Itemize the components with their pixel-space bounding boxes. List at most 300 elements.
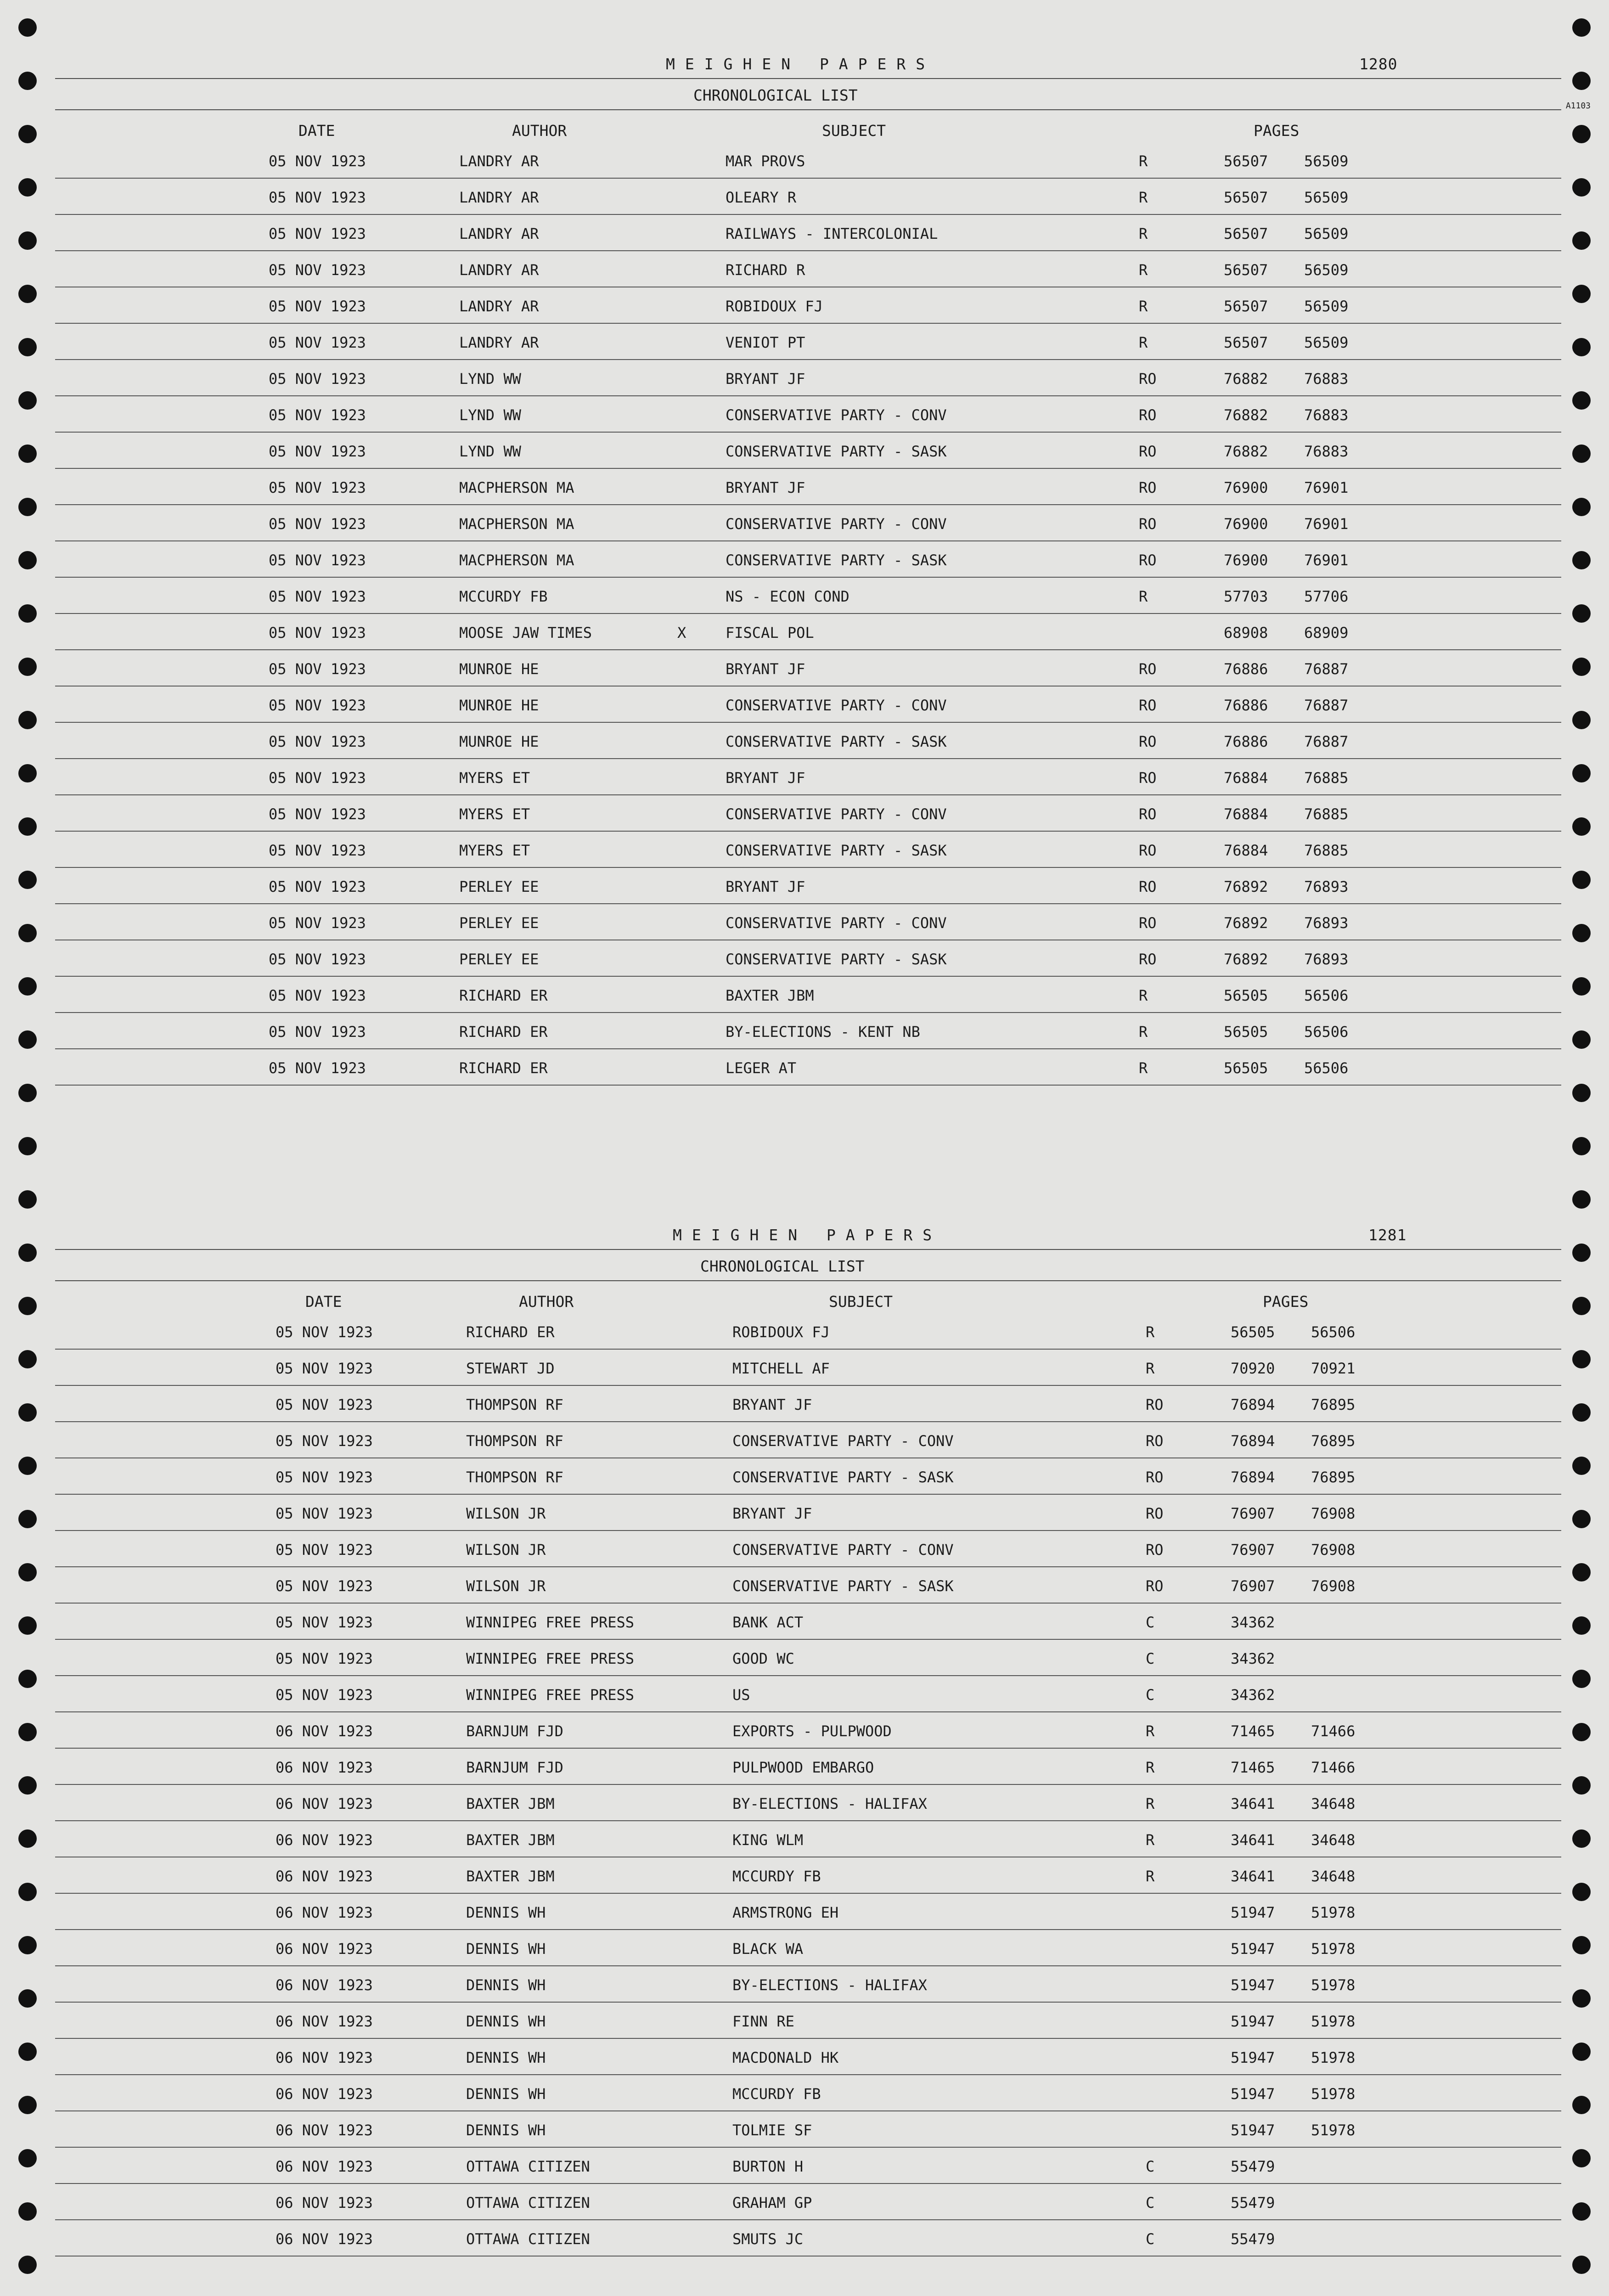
cell-p1: 55479 <box>1231 2194 1275 2212</box>
cell-p2: 56509 <box>1304 152 1349 170</box>
feed-hole <box>1572 2149 1591 2167</box>
feed-hole <box>1572 977 1591 996</box>
cell-p1: 70920 <box>1231 1360 1275 1377</box>
cell-p1: 56507 <box>1224 298 1268 315</box>
feed-hole <box>18 1350 37 1368</box>
cell-author: LANDRY AR <box>459 225 539 242</box>
table-row <box>55 2111 1561 2148</box>
table-row <box>55 1350 1561 1386</box>
cell-p1: 76886 <box>1224 697 1268 714</box>
feed-hole <box>18 658 37 676</box>
cell-date: 05 NOV 1923 <box>269 878 366 895</box>
feed-hole <box>18 977 37 996</box>
feed-hole <box>18 551 37 569</box>
cell-author: BAXTER JBM <box>466 1795 555 1812</box>
feed-hole <box>18 1936 37 1954</box>
cell-date: 05 NOV 1923 <box>269 152 366 170</box>
cell-subject: CONSERVATIVE PARTY - CONV <box>726 805 947 823</box>
feed-hole <box>1572 2202 1591 2221</box>
cell-p2: 51978 <box>1311 2049 1356 2066</box>
table-row <box>55 1567 1561 1604</box>
table-row <box>55 1640 1561 1676</box>
table-row <box>55 1676 1561 1712</box>
cell-code: RO <box>1139 769 1157 787</box>
cell-date: 05 NOV 1923 <box>269 842 366 859</box>
feed-hole <box>1572 1776 1591 1795</box>
feed-hole <box>1572 285 1591 303</box>
cell-author: LANDRY AR <box>459 298 539 315</box>
cell-subject: BRYANT JF <box>732 1396 812 1413</box>
table-row <box>55 2039 1561 2075</box>
feed-hole <box>18 1829 37 1848</box>
cell-code: R <box>1139 1059 1148 1077</box>
cell-subject: TOLMIE SF <box>732 2122 812 2139</box>
feed-hole <box>18 72 37 90</box>
cell-p1: 76894 <box>1231 1396 1275 1413</box>
feed-hole <box>1572 498 1591 516</box>
cell-author: RICHARD ER <box>466 1323 555 1341</box>
table-row <box>55 687 1561 723</box>
cell-subject: CONSERVATIVE PARTY - SASK <box>726 733 947 750</box>
feed-hole <box>1572 1670 1591 1688</box>
cell-subject: CONSERVATIVE PARTY - SASK <box>726 443 947 460</box>
table-row <box>55 287 1561 324</box>
cell-date: 05 NOV 1923 <box>276 1541 373 1559</box>
cell-p1: 76907 <box>1231 1577 1275 1595</box>
cell-code: R <box>1146 1722 1155 1740</box>
cell-date: 06 NOV 1923 <box>276 2085 373 2103</box>
cell-author: LANDRY AR <box>459 189 539 206</box>
cell-date: 06 NOV 1923 <box>276 1976 373 1994</box>
feed-hole <box>1572 924 1591 942</box>
table-row <box>55 1857 1561 1894</box>
table-row <box>55 360 1561 396</box>
page-number: 1280 <box>1359 55 1398 73</box>
col-pages: PAGES <box>1263 1293 1309 1311</box>
cell-code: RO <box>1139 370 1157 388</box>
cell-author: DENNIS WH <box>466 1940 546 1958</box>
cell-p1: 76900 <box>1224 551 1268 569</box>
cell-code: RO <box>1146 1469 1164 1486</box>
cell-date: 05 NOV 1923 <box>269 987 366 1004</box>
cell-p1: 34362 <box>1231 1614 1275 1631</box>
feed-hole <box>1572 1030 1591 1049</box>
table-row <box>55 1930 1561 1966</box>
feed-hole <box>18 1244 37 1262</box>
col-author: AUTHOR <box>512 122 567 140</box>
cell-subject: GOOD WC <box>732 1650 794 1667</box>
cell-p1: 71465 <box>1231 1759 1275 1776</box>
cell-date: 05 NOV 1923 <box>269 914 366 932</box>
feed-hole <box>1572 2043 1591 2061</box>
cell-author: BARNJUM FJD <box>466 1759 563 1776</box>
divider <box>55 78 1561 79</box>
cell-code: RO <box>1146 1432 1164 1450</box>
cell-date: 05 NOV 1923 <box>269 298 366 315</box>
cell-code: R <box>1139 189 1148 206</box>
page-title: MEIGHEN PAPERS <box>666 55 935 73</box>
cell-date: 05 NOV 1923 <box>269 406 366 424</box>
cell-author: OTTAWA CITIZEN <box>466 2230 590 2248</box>
table-row <box>55 1422 1561 1458</box>
feed-hole <box>18 1883 37 1901</box>
cell-p1: 56507 <box>1224 334 1268 351</box>
page-title: MEIGHEN PAPERS <box>673 1226 942 1244</box>
cell-code: R <box>1146 1360 1155 1377</box>
cell-p1: 34362 <box>1231 1650 1275 1667</box>
cell-author: MUNROE HE <box>459 733 539 750</box>
table-row <box>55 1386 1561 1422</box>
cell-author: MCCURDY FB <box>459 588 548 605</box>
cell-code: R <box>1139 987 1148 1004</box>
cell-subject: ROBIDOUX FJ <box>732 1323 830 1341</box>
table-row <box>55 1821 1561 1857</box>
cell-author: BAXTER JBM <box>466 1831 555 1849</box>
feed-hole <box>18 338 37 356</box>
cell-code: C <box>1146 2158 1155 2175</box>
cell-p2: 56506 <box>1311 1323 1356 1341</box>
cell-p1: 34641 <box>1231 1831 1275 1849</box>
feed-hole <box>18 231 37 250</box>
cell-p1: 56505 <box>1224 987 1268 1004</box>
cell-author: WINNIPEG FREE PRESS <box>466 1614 635 1631</box>
cell-subject: BURTON H <box>732 2158 804 2175</box>
cell-p2: 56506 <box>1304 1023 1349 1041</box>
table-row <box>55 396 1561 433</box>
cell-author: WINNIPEG FREE PRESS <box>466 1650 635 1667</box>
feed-hole <box>18 285 37 303</box>
feed-hole <box>1572 1084 1591 1102</box>
table-row <box>55 541 1561 578</box>
table-row <box>55 940 1561 977</box>
cell-p1: 56505 <box>1224 1023 1268 1041</box>
feed-hole <box>18 1457 37 1475</box>
feed-hole <box>18 1137 37 1155</box>
cell-subject: RAILWAYS - INTERCOLONIAL <box>726 225 938 242</box>
table-row <box>55 505 1561 541</box>
table-row <box>55 578 1561 614</box>
cell-subject: US <box>732 1686 750 1704</box>
divider <box>55 1280 1561 1281</box>
cell-date: 06 NOV 1923 <box>276 2158 373 2175</box>
column-headers <box>55 1293 1561 1311</box>
cell-code: RO <box>1139 733 1157 750</box>
cell-subject: BAXTER JBM <box>726 987 814 1004</box>
cell-subject: CONSERVATIVE PARTY - CONV <box>732 1432 954 1450</box>
feed-hole <box>1572 871 1591 889</box>
cell-p1: 56507 <box>1224 189 1268 206</box>
cell-date: 06 NOV 1923 <box>276 2049 373 2066</box>
cell-code: C <box>1146 1686 1155 1704</box>
cell-subject: LEGER AT <box>726 1059 797 1077</box>
cell-date: 05 NOV 1923 <box>269 805 366 823</box>
cell-p1: 76894 <box>1231 1432 1275 1450</box>
cell-p2: 76893 <box>1304 951 1349 968</box>
feed-hole <box>1572 1936 1591 1954</box>
cell-p1: 68908 <box>1224 624 1268 642</box>
cell-author: OTTAWA CITIZEN <box>466 2158 590 2175</box>
feed-hole <box>18 2096 37 2114</box>
cell-p1: 51947 <box>1231 1976 1275 1994</box>
cell-p1: 76886 <box>1224 660 1268 678</box>
feed-hole <box>18 924 37 942</box>
feed-hole <box>1572 338 1591 356</box>
table-row <box>55 324 1561 360</box>
cell-subject: BLACK WA <box>732 1940 804 1958</box>
feed-hole <box>1572 764 1591 782</box>
cell-date: 05 NOV 1923 <box>269 624 366 642</box>
divider <box>55 1249 1561 1250</box>
cell-code: RO <box>1146 1396 1164 1413</box>
cell-author: LANDRY AR <box>459 334 539 351</box>
cell-date: 05 NOV 1923 <box>269 588 366 605</box>
cell-p1: 56507 <box>1224 261 1268 279</box>
cell-date: 05 NOV 1923 <box>269 225 366 242</box>
feed-hole <box>1572 604 1591 623</box>
cell-subject: CONSERVATIVE PARTY - SASK <box>732 1469 954 1486</box>
cell-p1: 56505 <box>1224 1059 1268 1077</box>
feed-hole <box>1572 18 1591 37</box>
cell-p1: 76894 <box>1231 1469 1275 1486</box>
cell-p2: 76895 <box>1311 1432 1356 1450</box>
cell-date: 06 NOV 1923 <box>276 1831 373 1849</box>
cell-p2: 56509 <box>1304 225 1349 242</box>
table-rows <box>55 142 1561 1086</box>
cell-subject: MITCHELL AF <box>732 1360 830 1377</box>
cell-subject: BRYANT JF <box>726 878 805 895</box>
cell-date: 05 NOV 1923 <box>276 1505 373 1522</box>
feed-hole <box>1572 1829 1591 1848</box>
cell-p2: 56509 <box>1304 189 1349 206</box>
cell-code: R <box>1146 1759 1155 1776</box>
cell-date: 05 NOV 1923 <box>269 733 366 750</box>
cell-p1: 51947 <box>1231 1904 1275 1921</box>
feed-hole <box>18 18 37 37</box>
cell-p2: 76895 <box>1311 1396 1356 1413</box>
cell-code: R <box>1146 1868 1155 1885</box>
cell-author: RICHARD ER <box>459 987 548 1004</box>
table-row <box>55 1458 1561 1495</box>
cell-p2: 68909 <box>1304 624 1349 642</box>
cell-author: DENNIS WH <box>466 2085 546 2103</box>
cell-code: R <box>1139 588 1148 605</box>
cell-p2: 57706 <box>1304 588 1349 605</box>
page-number: 1281 <box>1368 1226 1407 1244</box>
table-row <box>55 1712 1561 1749</box>
cell-subject: EXPORTS - PULPWOOD <box>732 1722 892 1740</box>
cell-date: 06 NOV 1923 <box>276 1759 373 1776</box>
feed-hole <box>18 1776 37 1795</box>
feed-hole <box>1572 1350 1591 1368</box>
feed-hole <box>1572 1190 1591 1209</box>
cell-code: RO <box>1139 697 1157 714</box>
feed-hole <box>18 2149 37 2167</box>
cell-author: THOMPSON RF <box>466 1469 563 1486</box>
cell-author: MYERS ET <box>459 805 530 823</box>
cell-code: C <box>1146 1614 1155 1631</box>
cell-p1: 76892 <box>1224 878 1268 895</box>
feed-hole <box>18 764 37 782</box>
feed-hole <box>1572 1989 1591 2008</box>
cell-date: 05 NOV 1923 <box>269 189 366 206</box>
table-row <box>55 1013 1561 1049</box>
cell-date: 05 NOV 1923 <box>269 370 366 388</box>
cell-author: DENNIS WH <box>466 1904 546 1921</box>
cell-subject: BRYANT JF <box>726 479 805 496</box>
cell-subject: BRYANT JF <box>726 769 805 787</box>
cell-date: 06 NOV 1923 <box>276 1722 373 1740</box>
cell-subject: NS - ECON COND <box>726 588 850 605</box>
cell-subject: FISCAL POL <box>726 624 814 642</box>
table-row <box>55 179 1561 215</box>
feed-hole <box>18 871 37 889</box>
feed-hole <box>1572 1457 1591 1475</box>
cell-p2: 76883 <box>1304 443 1349 460</box>
cell-code: RO <box>1139 878 1157 895</box>
cell-p2: 76885 <box>1304 769 1349 787</box>
cell-code: R <box>1139 225 1148 242</box>
cell-p2: 76885 <box>1304 805 1349 823</box>
cell-x: X <box>677 624 686 642</box>
cell-date: 05 NOV 1923 <box>269 443 366 460</box>
cell-date: 06 NOV 1923 <box>276 2230 373 2248</box>
feed-hole <box>18 178 37 197</box>
cell-author: LYND WW <box>459 443 521 460</box>
feed-hole <box>18 711 37 729</box>
cell-p1: 76892 <box>1224 951 1268 968</box>
table-row <box>55 1604 1561 1640</box>
cell-p2: 76908 <box>1311 1577 1356 1595</box>
cell-subject: MAR PROVS <box>726 152 805 170</box>
cell-author: DENNIS WH <box>466 2122 546 2139</box>
cell-date: 05 NOV 1923 <box>276 1686 373 1704</box>
table-row <box>55 2075 1561 2111</box>
cell-code: R <box>1139 1023 1148 1041</box>
cell-p1: 55479 <box>1231 2158 1275 2175</box>
cell-code: RO <box>1139 515 1157 533</box>
cell-subject: BY-ELECTIONS - HALIFAX <box>732 1976 927 1994</box>
cell-author: MUNROE HE <box>459 660 539 678</box>
cell-p2: 76901 <box>1304 551 1349 569</box>
table-row <box>55 2003 1561 2039</box>
cell-author: DENNIS WH <box>466 1976 546 1994</box>
cell-code: RO <box>1139 406 1157 424</box>
table-rows <box>55 1313 1561 2257</box>
cell-p1: 56505 <box>1231 1323 1275 1341</box>
cell-author: MOOSE JAW TIMES <box>459 624 592 642</box>
cell-author: WILSON JR <box>466 1505 546 1522</box>
cell-date: 06 NOV 1923 <box>276 2194 373 2212</box>
table-row <box>55 1785 1561 1821</box>
cell-p1: 76882 <box>1224 443 1268 460</box>
cell-p1: 76900 <box>1224 479 1268 496</box>
cell-code: C <box>1146 2230 1155 2248</box>
table-row <box>55 1749 1561 1785</box>
cell-p2: 51978 <box>1311 2085 1356 2103</box>
feed-hole <box>1572 1883 1591 1901</box>
cell-author: MACPHERSON MA <box>459 551 574 569</box>
cell-subject: CONSERVATIVE PARTY - CONV <box>726 406 947 424</box>
cell-subject: CONSERVATIVE PARTY - SASK <box>732 1577 954 1595</box>
table-row <box>55 650 1561 687</box>
cell-code: RO <box>1139 443 1157 460</box>
cell-author: LYND WW <box>459 370 521 388</box>
feed-hole <box>1572 178 1591 197</box>
col-date: DATE <box>305 1293 342 1311</box>
table-row <box>55 433 1561 469</box>
cell-date: 05 NOV 1923 <box>269 515 366 533</box>
cell-date: 05 NOV 1923 <box>276 1432 373 1450</box>
cell-author: STEWART JD <box>466 1360 555 1377</box>
cell-p2: 76887 <box>1304 660 1349 678</box>
cell-date: 05 NOV 1923 <box>269 334 366 351</box>
cell-author: PERLEY EE <box>459 914 539 932</box>
feed-hole <box>18 498 37 516</box>
feed-hole <box>1572 1563 1591 1581</box>
cell-code: C <box>1146 2194 1155 2212</box>
table-row <box>55 2220 1561 2257</box>
feed-hole <box>1572 1244 1591 1262</box>
cell-subject: CONSERVATIVE PARTY - CONV <box>726 914 947 932</box>
cell-p2: 51978 <box>1311 1976 1356 1994</box>
cell-p1: 51947 <box>1231 2085 1275 2103</box>
cell-subject: CONSERVATIVE PARTY - SASK <box>726 842 947 859</box>
cell-subject: SMUTS JC <box>732 2230 804 2248</box>
feed-hole <box>18 2256 37 2274</box>
cell-p2: 34648 <box>1311 1868 1356 1885</box>
cell-subject: CONSERVATIVE PARTY - CONV <box>726 515 947 533</box>
feed-hole <box>18 2043 37 2061</box>
feed-hole <box>1572 551 1591 569</box>
cell-p2: 76883 <box>1304 370 1349 388</box>
feed-hole <box>18 1563 37 1581</box>
cell-subject: KING WLM <box>732 1831 804 1849</box>
feed-hole <box>18 1084 37 1102</box>
feed-hole <box>18 1989 37 2008</box>
cell-author: LYND WW <box>459 406 521 424</box>
cell-subject: CONSERVATIVE PARTY - CONV <box>726 697 947 714</box>
cell-subject: ROBIDOUX FJ <box>726 298 823 315</box>
cell-p1: 76882 <box>1224 406 1268 424</box>
cell-p1: 56507 <box>1224 152 1268 170</box>
feed-hole <box>1572 2096 1591 2114</box>
table-row <box>55 251 1561 287</box>
cell-p2: 76901 <box>1304 479 1349 496</box>
col-pages: PAGES <box>1254 122 1300 140</box>
table-row <box>55 2184 1561 2220</box>
cell-p2: 56506 <box>1304 987 1349 1004</box>
feed-hole <box>18 1297 37 1315</box>
feed-hole <box>18 1190 37 1209</box>
column-headers <box>55 122 1561 140</box>
feed-hole <box>1572 658 1591 676</box>
cell-code: RO <box>1139 805 1157 823</box>
table-row <box>55 215 1561 251</box>
cell-p1: 34641 <box>1231 1795 1275 1812</box>
cell-p1: 55479 <box>1231 2230 1275 2248</box>
cell-code: RO <box>1146 1577 1164 1595</box>
table-row <box>55 614 1561 650</box>
cell-code: R <box>1146 1795 1155 1812</box>
table-row <box>55 832 1561 868</box>
cell-p1: 51947 <box>1231 1940 1275 1958</box>
cell-date: 05 NOV 1923 <box>276 1650 373 1667</box>
cell-code: RO <box>1139 479 1157 496</box>
cell-author: OTTAWA CITIZEN <box>466 2194 590 2212</box>
cell-code: R <box>1146 1323 1155 1341</box>
col-author: AUTHOR <box>519 1293 574 1311</box>
feed-hole <box>1572 72 1591 90</box>
